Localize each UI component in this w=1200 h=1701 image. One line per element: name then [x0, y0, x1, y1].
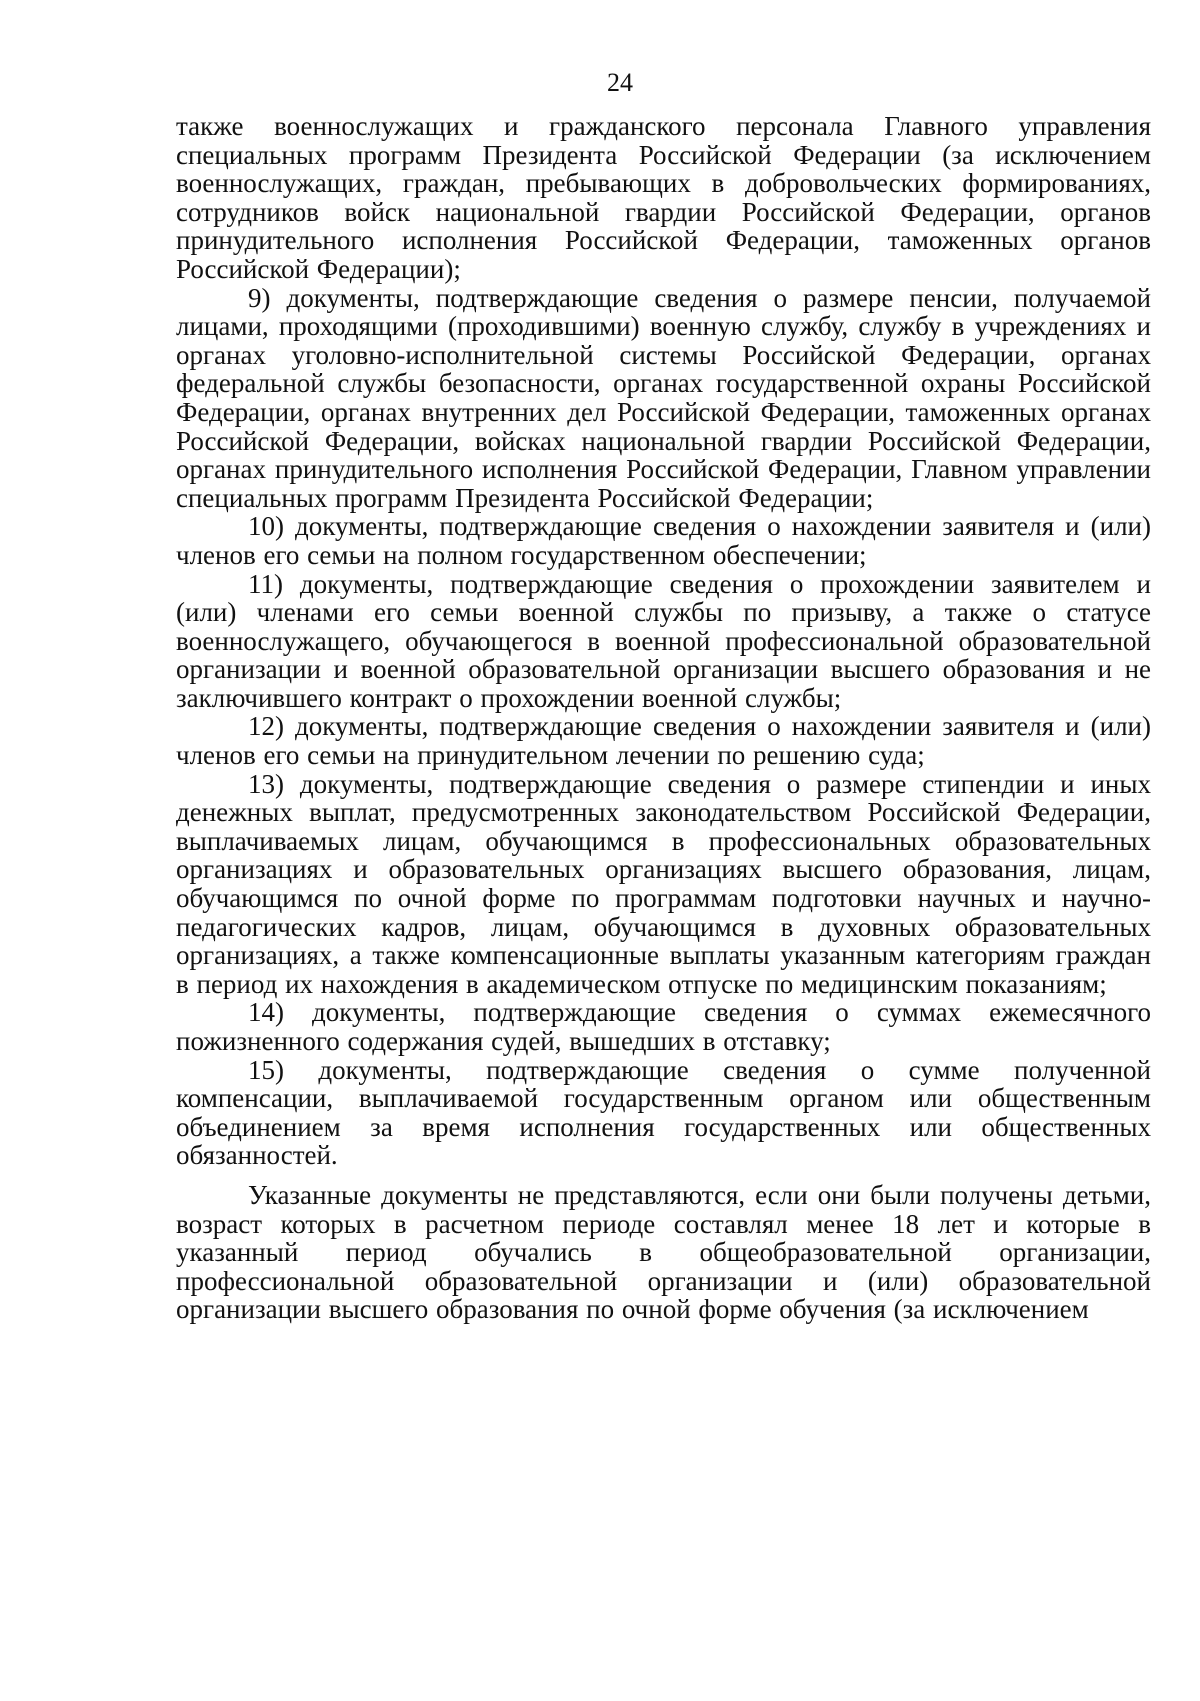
paragraph-item-14: 14) документы, подтверждающие сведения о суммах ежемесячного пожизненного содержания судей, вышедших в отставку;	[176, 997, 1151, 1056]
paragraph-item-12: 12) документы, подтверждающие сведения о нахождении заявителя и (или) членов его семьи на принудительном лечении по решению суда;	[176, 711, 1151, 771]
paragraph-item-9: 9) документы, подтверждающие сведения о размере пенсии, получаемой лицами, проходящими (проходившими) военную службу, службу в учреждениях и органах уголовно-исполнительной системы Российской Федерации, органах федеральной службы безопасности, органах государственной охраны Российской Федерации, органах внутренних дел Российской Федерации, таможенных органах Российской Федерации, войсках национальной гвардии Российской Федерации, органах принудительного исполнения Российской Федерации, Главном управлении специальных программ Президента Российской Федерации;	[176, 282, 1151, 513]
paragraph-continuation: также военнослужащих и гражданского персонала Главного управления специальных программ Президента Российской Федерации (за исключением военнослужащих, граждан, пребывающих в добровольческих формированиях, сотрудников войск национальной гвардии Российской Федерации, органов принудительного исполнения Российской Федерации, таможенных органов Российской Федерации);	[176, 111, 1151, 284]
paragraph-item-15: 15) документы, подтверждающие сведения о сумме полученной компенсации, выплачиваемой государственным органом или общественным объединением за время исполнения государственных или общественных обязанностей.	[176, 1054, 1151, 1171]
page-number: 24	[607, 68, 633, 97]
paragraph-item-13: 13) документы, подтверждающие сведения о размере стипендии и иных денежных выплат, предусмотренных законодательством Российской Федерации, выплачиваемых лицам, обучающимся в профессиональных образовательных организациях и образовательных организациях высшего образования, лицам, обучающимся по очной форме по программам подготовки научных и научно-педагогических кадров, лицам, обучающимся в духовных образовательных организациях, а также компенсационные выплаты указанным категориям граждан в период их нахождения в академическом отпуске по медицинским показаниям;	[176, 768, 1151, 999]
paragraph-item-10: 10) документы, подтверждающие сведения о нахождении заявителя и (или) членов его семьи на полном государственном обеспечении;	[176, 511, 1151, 570]
document-body	[176, 112, 1151, 1324]
paragraph-item-11: 11) документы, подтверждающие сведения о прохождении заявителем и (или) членами его семьи военной службы по призыву, а также о статусе военнослужащего, обучающегося в военной профессиональной образовательной организации и военной образовательной организации высшего образования и не заключившего контракт о прохождении военной службы;	[176, 568, 1151, 713]
paragraph-note: Указанные документы не представляются, если они были получены детьми, возраст которых в расчетном периоде составлял менее 18 лет и которые в указанный период обучались в общеобразовательной организации, профессиональной образовательной организации и (или) образовательной организации высшего образования по очной форме обучения (за исключением	[176, 1179, 1151, 1325]
